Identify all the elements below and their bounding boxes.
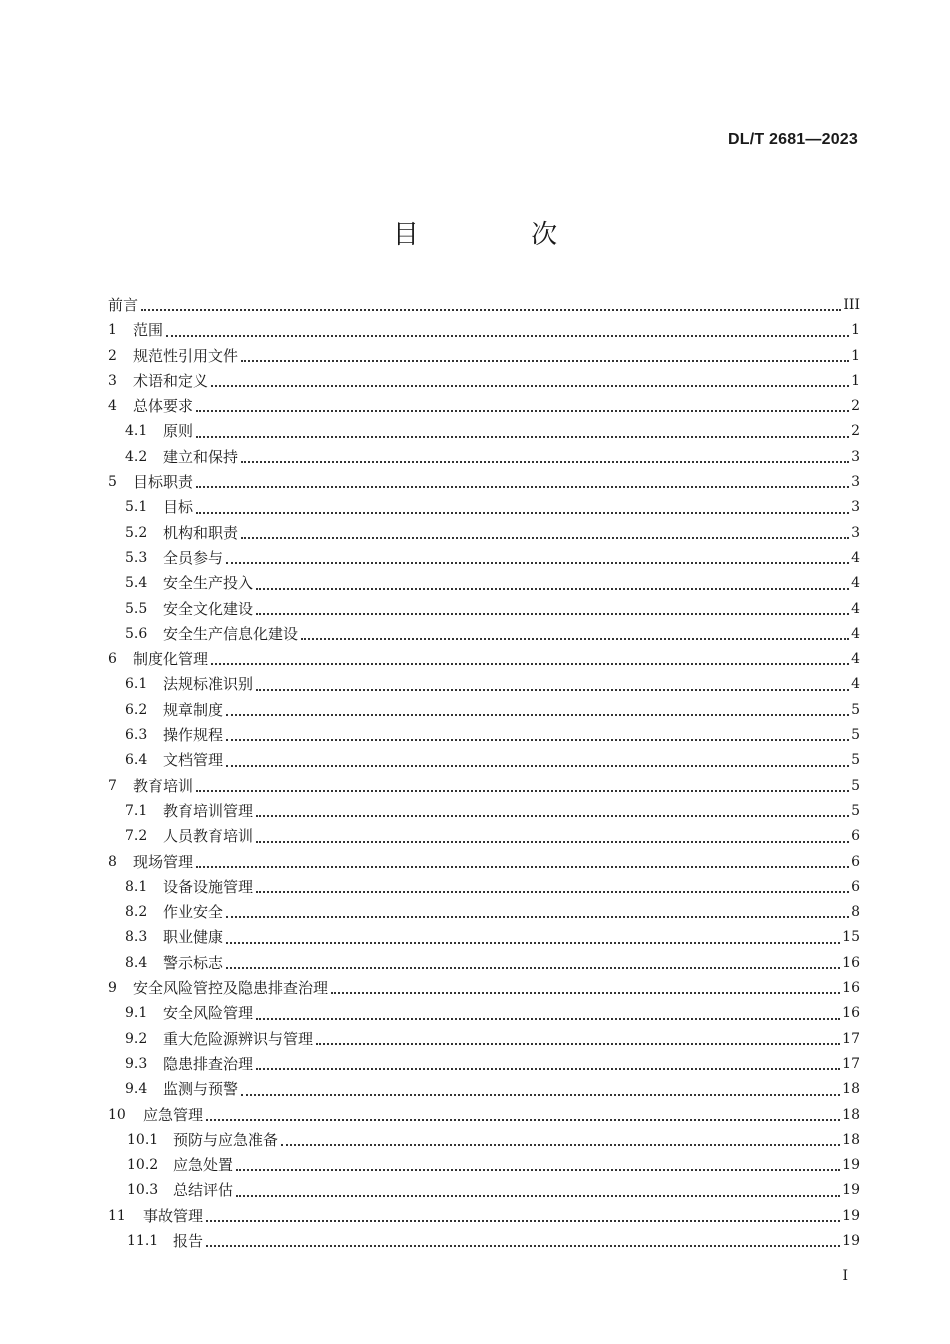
toc-dot-leader bbox=[166, 335, 849, 337]
toc-entry-number: 9.2 bbox=[125, 1030, 148, 1047]
toc-entry-label: 隐患排查治理 bbox=[163, 1054, 254, 1073]
toc-entry[interactable] bbox=[108, 1178, 860, 1203]
toc-entry[interactable] bbox=[108, 799, 860, 824]
toc-dot-leader bbox=[206, 1119, 840, 1121]
toc-entry-number: 9.1 bbox=[125, 1005, 148, 1022]
toc-entry-label: 现场管理 bbox=[133, 852, 194, 871]
toc-entry[interactable] bbox=[108, 723, 860, 748]
toc-entry-label: 作业安全 bbox=[163, 903, 224, 922]
toc-entry-page: 19 bbox=[842, 1207, 860, 1224]
toc-entry-label: 机构和职责 bbox=[163, 523, 239, 542]
toc-dot-leader bbox=[196, 866, 849, 868]
toc-dot-leader bbox=[256, 841, 849, 843]
toc-entry-number: 5.2 bbox=[125, 524, 148, 541]
toc-entry[interactable] bbox=[108, 495, 860, 520]
toc-entry-number: 11 bbox=[108, 1207, 126, 1224]
toc-entry-page: III bbox=[843, 297, 860, 313]
toc-entry-label: 报告 bbox=[173, 1231, 204, 1250]
toc-entry[interactable] bbox=[108, 419, 860, 444]
toc-entry-number: 5.3 bbox=[125, 549, 148, 566]
toc-entry-label: 安全文化建设 bbox=[163, 599, 254, 618]
toc-entry[interactable] bbox=[108, 672, 860, 697]
toc-entry-label: 警示标志 bbox=[163, 953, 224, 972]
toc-entry[interactable] bbox=[108, 344, 860, 369]
toc-entry-page: 5 bbox=[851, 752, 860, 769]
toc-dot-leader bbox=[236, 1195, 840, 1197]
toc-entry[interactable] bbox=[108, 293, 860, 318]
toc-entry-number: 6.2 bbox=[125, 701, 148, 718]
toc-entry-number: 9.3 bbox=[125, 1055, 148, 1072]
toc-entry-page: 8 bbox=[851, 904, 860, 921]
toc-entry[interactable] bbox=[108, 900, 860, 925]
toc-entry-label: 总体要求 bbox=[133, 397, 194, 416]
toc-entry-label: 监测与预警 bbox=[163, 1080, 239, 1099]
toc-entry-label: 操作规程 bbox=[163, 726, 224, 745]
toc-entry-number: 7.2 bbox=[125, 828, 148, 845]
toc-entry[interactable] bbox=[108, 1077, 860, 1102]
toc-entry-page: 1 bbox=[851, 372, 860, 389]
toc-entry[interactable] bbox=[108, 445, 860, 470]
toc-dot-leader bbox=[226, 765, 849, 767]
footer-page-number: I bbox=[842, 1268, 848, 1284]
toc-dot-leader bbox=[236, 1169, 840, 1171]
toc-entry-label: 法规标准识别 bbox=[163, 675, 254, 694]
toc-entry-number: 6.3 bbox=[125, 727, 148, 744]
toc-entry-page: 5 bbox=[851, 701, 860, 718]
toc-entry-page: 3 bbox=[851, 524, 860, 541]
toc-entry-number: 6.1 bbox=[125, 676, 148, 693]
toc-entry-label: 事故管理 bbox=[143, 1206, 204, 1225]
toc-dot-leader bbox=[141, 309, 841, 311]
toc-entry[interactable] bbox=[108, 1229, 860, 1254]
toc-dot-leader bbox=[226, 714, 849, 716]
toc-entry-label: 教育培训 bbox=[133, 776, 194, 795]
toc-entry-label: 文档管理 bbox=[163, 751, 224, 770]
toc-entry-page: 16 bbox=[842, 1005, 860, 1022]
toc-entry[interactable] bbox=[108, 698, 860, 723]
toc-entry-page: 3 bbox=[851, 448, 860, 465]
toc-entry[interactable] bbox=[108, 571, 860, 596]
toc-entry-label: 安全生产投入 bbox=[163, 574, 254, 593]
toc-dot-leader bbox=[256, 1018, 840, 1020]
toc-entry-page: 19 bbox=[842, 1232, 860, 1249]
toc-entry-page: 4 bbox=[851, 600, 860, 617]
toc-entry-number: 8.3 bbox=[125, 929, 148, 946]
toc-entry-page: 1 bbox=[851, 322, 860, 339]
toc-entry-page: 6 bbox=[851, 878, 860, 895]
toc-entry-page: 5 bbox=[851, 777, 860, 794]
toc-entry-label: 目标职责 bbox=[133, 473, 194, 492]
toc-entry-number: 5.5 bbox=[125, 600, 148, 617]
toc-entry-number: 1 bbox=[108, 322, 117, 339]
toc-entry[interactable] bbox=[108, 976, 860, 1001]
toc-entry[interactable] bbox=[108, 774, 860, 799]
toc-entry[interactable] bbox=[108, 318, 860, 343]
toc-entry-page: 16 bbox=[842, 980, 860, 997]
toc-dot-leader bbox=[316, 1043, 840, 1045]
toc-entry-number: 7.1 bbox=[125, 802, 148, 819]
toc-entry[interactable] bbox=[108, 1027, 860, 1052]
toc-entry-number: 7 bbox=[108, 777, 117, 794]
toc-entry-page: 18 bbox=[842, 1106, 860, 1123]
toc-dot-leader bbox=[196, 512, 849, 514]
toc-entry-page: 4 bbox=[851, 575, 860, 592]
toc-entry-page: 5 bbox=[851, 802, 860, 819]
toc-entry-number: 6.4 bbox=[125, 752, 148, 769]
toc-dot-leader bbox=[241, 537, 849, 539]
toc-entry-number: 5 bbox=[108, 474, 117, 491]
toc-entry[interactable] bbox=[108, 394, 860, 419]
toc-entry-label: 教育培训管理 bbox=[163, 801, 254, 820]
toc-entry-label: 全员参与 bbox=[163, 548, 224, 567]
toc-entry-number: 9.4 bbox=[125, 1081, 148, 1098]
toc-entry-number: 5.4 bbox=[125, 575, 148, 592]
toc-entry-number: 10.2 bbox=[127, 1157, 159, 1174]
toc-entry-label: 安全风险管控及隐患排查治理 bbox=[133, 979, 329, 998]
toc-entry[interactable] bbox=[108, 1103, 860, 1128]
toc-entry-page: 3 bbox=[851, 474, 860, 491]
toc-entry[interactable] bbox=[108, 369, 860, 394]
toc-entry-page: 6 bbox=[851, 828, 860, 845]
toc-entry[interactable] bbox=[108, 470, 860, 495]
toc-entry-label: 设备设施管理 bbox=[163, 877, 254, 896]
toc-entry[interactable] bbox=[108, 925, 860, 950]
toc-entry-label: 应急处置 bbox=[173, 1156, 234, 1175]
toc-title: 目 次 bbox=[392, 220, 610, 250]
toc-entry-label: 规范性引用文件 bbox=[133, 346, 239, 365]
toc-dot-leader bbox=[206, 1245, 840, 1247]
toc-entry-number: 10 bbox=[108, 1106, 126, 1123]
toc-entry-label: 建立和保持 bbox=[163, 447, 239, 466]
toc-entry[interactable] bbox=[108, 597, 860, 622]
toc-entry-number: 10.3 bbox=[127, 1182, 159, 1199]
toc-entry-page: 4 bbox=[851, 651, 860, 668]
toc-entry-label: 应急管理 bbox=[143, 1105, 204, 1124]
toc-entry-page: 4 bbox=[851, 549, 860, 566]
toc-dot-leader bbox=[241, 360, 849, 362]
toc-dot-leader bbox=[256, 1068, 840, 1070]
toc-entry-label: 前言 bbox=[108, 296, 139, 314]
toc-entry-page: 4 bbox=[851, 625, 860, 642]
toc-entry-label: 人员教育培训 bbox=[163, 827, 254, 846]
toc-list bbox=[108, 293, 860, 1254]
toc-entry-number: 4.2 bbox=[125, 448, 148, 465]
toc-dot-leader bbox=[226, 916, 849, 918]
toc-dot-leader bbox=[211, 663, 849, 665]
toc-dot-leader bbox=[301, 638, 849, 640]
toc-entry-label: 范围 bbox=[133, 321, 164, 340]
toc-dot-leader bbox=[196, 486, 849, 488]
toc-entry[interactable] bbox=[108, 647, 860, 672]
toc-entry[interactable] bbox=[108, 1052, 860, 1077]
toc-entry[interactable] bbox=[108, 748, 860, 773]
toc-entry-number: 5.1 bbox=[125, 499, 148, 516]
toc-dot-leader bbox=[226, 562, 849, 564]
toc-entry[interactable] bbox=[108, 875, 860, 900]
toc-entry-number: 4 bbox=[108, 398, 117, 415]
toc-entry-page: 17 bbox=[842, 1030, 860, 1047]
toc-entry-page: 17 bbox=[842, 1055, 860, 1072]
toc-entry-label: 原则 bbox=[163, 422, 194, 441]
toc-dot-leader bbox=[256, 588, 849, 590]
toc-entry-page: 2 bbox=[851, 423, 860, 440]
toc-entry-page: 5 bbox=[851, 727, 860, 744]
toc-dot-leader bbox=[196, 436, 849, 438]
toc-entry[interactable] bbox=[108, 546, 860, 571]
toc-entry-number: 4.1 bbox=[125, 423, 148, 440]
toc-dot-leader bbox=[256, 613, 849, 615]
toc-dot-leader bbox=[256, 689, 849, 691]
toc-dot-leader bbox=[256, 815, 849, 817]
toc-entry-label: 重大危险源辨识与管理 bbox=[163, 1029, 314, 1048]
toc-entry-number: 11.1 bbox=[127, 1232, 159, 1249]
toc-entry[interactable] bbox=[108, 1204, 860, 1229]
toc-entry-page: 3 bbox=[851, 499, 860, 516]
toc-entry-number: 8.1 bbox=[125, 878, 148, 895]
toc-entry-number: 2 bbox=[108, 347, 117, 364]
toc-entry-label: 目标 bbox=[163, 498, 194, 517]
toc-entry-number: 8.2 bbox=[125, 904, 148, 921]
toc-entry[interactable] bbox=[108, 1153, 860, 1178]
toc-entry-label: 安全风险管理 bbox=[163, 1004, 254, 1023]
toc-entry-page: 2 bbox=[851, 398, 860, 415]
toc-dot-leader bbox=[196, 790, 849, 792]
toc-entry-page: 19 bbox=[842, 1157, 860, 1174]
toc-entry-label: 规章制度 bbox=[163, 700, 224, 719]
toc-entry-number: 9 bbox=[108, 980, 117, 997]
toc-entry-page: 1 bbox=[851, 347, 860, 364]
toc-dot-leader bbox=[206, 1220, 840, 1222]
toc-entry[interactable] bbox=[108, 521, 860, 546]
toc-dot-leader bbox=[226, 739, 849, 741]
toc-entry-label: 职业健康 bbox=[163, 928, 224, 947]
toc-dot-leader bbox=[256, 891, 849, 893]
toc-entry-page: 4 bbox=[851, 676, 860, 693]
toc-entry-number: 8 bbox=[108, 853, 117, 870]
toc-dot-leader bbox=[241, 461, 849, 463]
toc-entry[interactable] bbox=[108, 850, 860, 875]
toc-entry-number: 8.4 bbox=[125, 954, 148, 971]
document-code: DL/T 2681—2023 bbox=[728, 131, 858, 148]
toc-entry-label: 安全生产信息化建设 bbox=[163, 624, 299, 643]
toc-dot-leader bbox=[241, 1094, 840, 1096]
toc-entry-number: 6 bbox=[108, 651, 117, 668]
toc-entry[interactable] bbox=[108, 1001, 860, 1026]
toc-dot-leader bbox=[226, 942, 840, 944]
toc-entry-page: 18 bbox=[842, 1131, 860, 1148]
toc-entry-page: 18 bbox=[842, 1081, 860, 1098]
toc-entry[interactable] bbox=[108, 951, 860, 976]
toc-entry-page: 19 bbox=[842, 1182, 860, 1199]
toc-dot-leader bbox=[196, 410, 849, 412]
toc-entry-label: 总结评估 bbox=[173, 1181, 234, 1200]
toc-entry-number: 3 bbox=[108, 372, 117, 389]
toc-entry-number: 5.6 bbox=[125, 625, 148, 642]
toc-entry-label: 术语和定义 bbox=[133, 371, 209, 390]
toc-entry-number: 10.1 bbox=[127, 1131, 159, 1148]
toc-entry[interactable] bbox=[108, 1128, 860, 1153]
toc-dot-leader bbox=[331, 992, 840, 994]
toc-entry[interactable] bbox=[108, 622, 860, 647]
toc-entry-page: 6 bbox=[851, 853, 860, 870]
toc-dot-leader bbox=[211, 385, 849, 387]
toc-dot-leader bbox=[281, 1144, 840, 1146]
toc-entry-label: 制度化管理 bbox=[133, 650, 209, 669]
toc-dot-leader bbox=[226, 967, 840, 969]
toc-entry-label: 预防与应急准备 bbox=[173, 1130, 279, 1149]
toc-entry-page: 16 bbox=[842, 954, 860, 971]
toc-entry-page: 15 bbox=[842, 929, 860, 946]
toc-entry[interactable] bbox=[108, 824, 860, 849]
